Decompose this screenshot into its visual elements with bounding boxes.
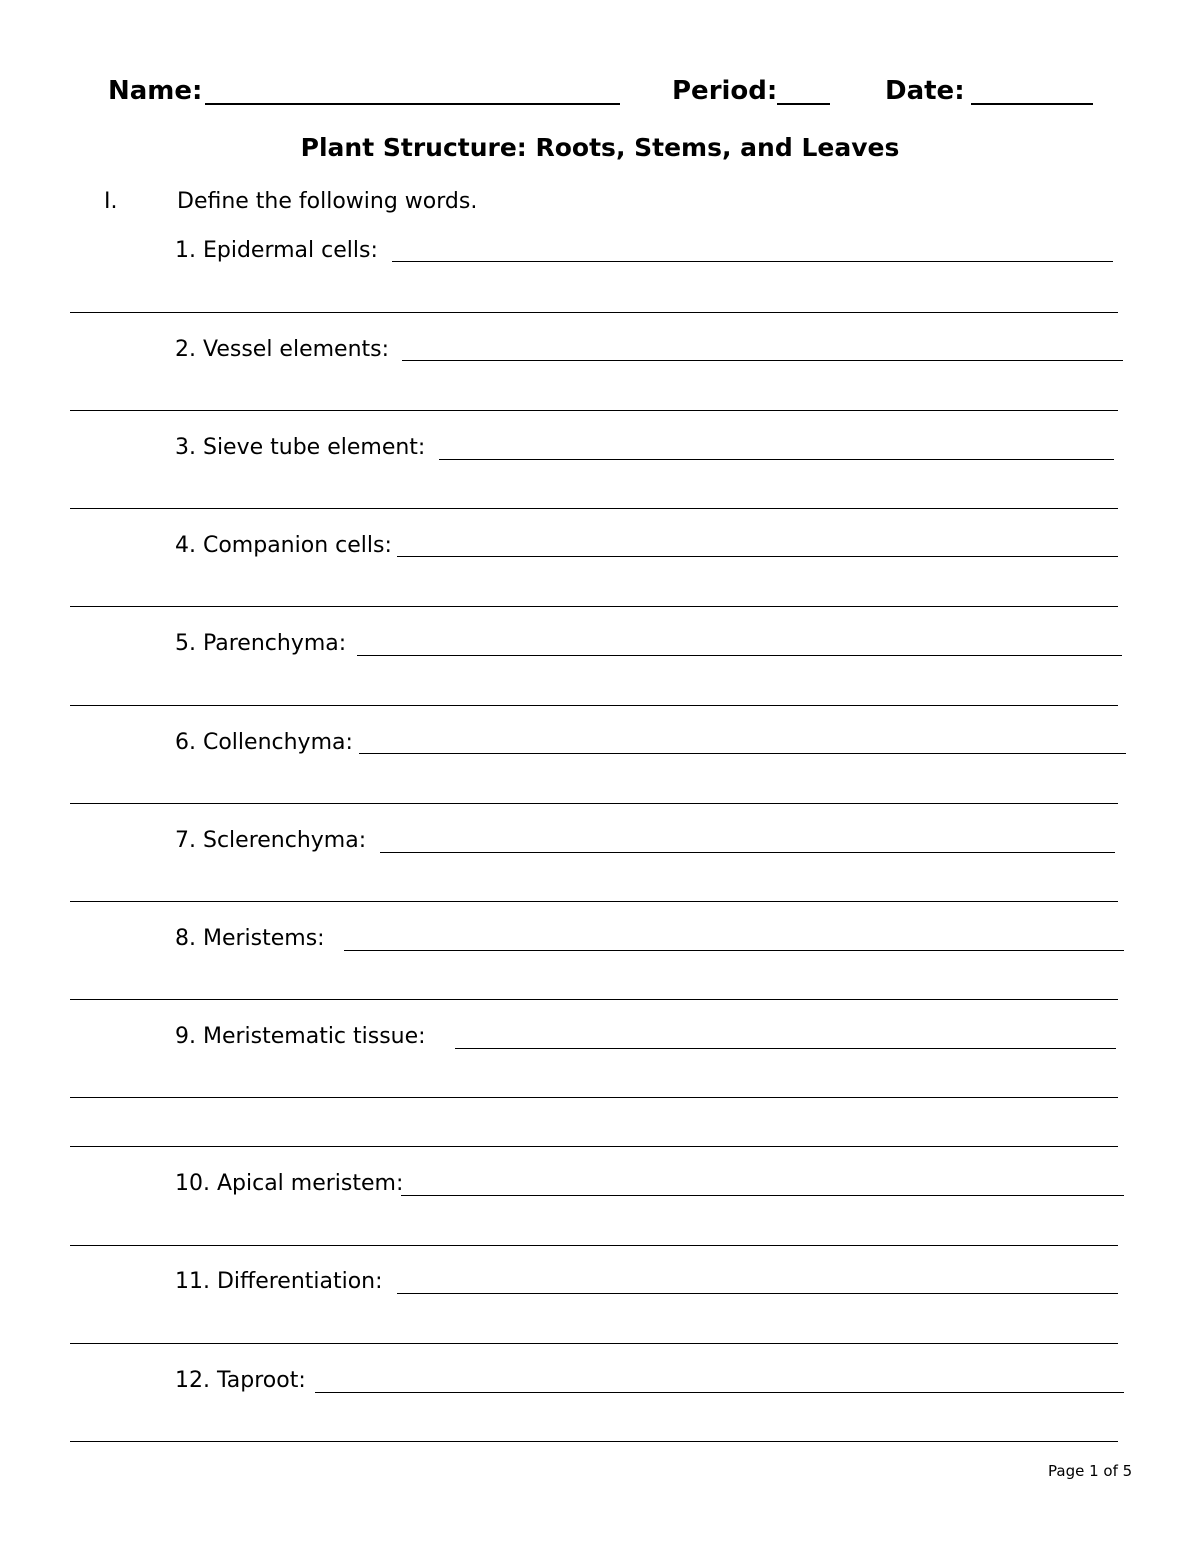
date-field[interactable]: [971, 103, 1093, 105]
answer-line-4[interactable]: [397, 556, 1118, 557]
answer-line-4b[interactable]: [70, 606, 1118, 607]
answer-line-5[interactable]: [357, 655, 1122, 656]
name-label: Name:: [108, 76, 203, 106]
term-label-11: 11. Differentiation:: [175, 1269, 383, 1294]
term-label-12: 12. Taproot:: [175, 1368, 306, 1393]
answer-line-2b[interactable]: [70, 410, 1118, 411]
answer-line-7b[interactable]: [70, 901, 1118, 902]
answer-line-12[interactable]: [315, 1392, 1124, 1393]
answer-line-8[interactable]: [344, 950, 1124, 951]
answer-line-10b[interactable]: [70, 1245, 1118, 1246]
term-label-6: 6. Collenchyma:: [175, 730, 353, 755]
answer-line-3b[interactable]: [70, 508, 1118, 509]
answer-line-8b[interactable]: [70, 999, 1118, 1000]
answer-line-2[interactable]: [402, 360, 1123, 361]
answer-line-5b[interactable]: [70, 705, 1118, 706]
section-numeral: I.: [104, 189, 118, 214]
page-number: Page 1 of 5: [1048, 1462, 1133, 1480]
period-field[interactable]: [777, 103, 830, 105]
term-label-1: 1. Epidermal cells:: [175, 238, 378, 263]
term-label-4: 4. Companion cells:: [175, 533, 392, 558]
page-title: Plant Structure: Roots, Stems, and Leaves: [300, 133, 900, 162]
term-label-7: 7. Sclerenchyma:: [175, 828, 367, 853]
term-label-3: 3. Sieve tube element:: [175, 435, 426, 460]
name-field[interactable]: [205, 103, 620, 105]
answer-line-7[interactable]: [380, 852, 1115, 853]
term-label-8: 8. Meristems:: [175, 926, 325, 951]
answer-line-6b[interactable]: [70, 803, 1118, 804]
term-label-9: 9. Meristematic tissue:: [175, 1024, 426, 1049]
period-label: Period:: [672, 76, 778, 106]
answer-line-3[interactable]: [439, 459, 1114, 460]
answer-line-9[interactable]: [455, 1048, 1116, 1049]
term-label-10: 10. Apical meristem:: [175, 1171, 404, 1196]
answer-line-1b[interactable]: [70, 312, 1118, 313]
answer-line-9c[interactable]: [70, 1146, 1118, 1147]
date-label: Date:: [885, 76, 965, 106]
answer-line-10[interactable]: [401, 1195, 1124, 1196]
answer-line-12b[interactable]: [70, 1441, 1118, 1442]
answer-line-11[interactable]: [397, 1293, 1118, 1294]
term-label-2: 2. Vessel elements:: [175, 337, 390, 362]
section-instruction: Define the following words.: [177, 189, 478, 214]
answer-line-11b[interactable]: [70, 1343, 1118, 1344]
answer-line-9b[interactable]: [70, 1097, 1118, 1098]
answer-line-1[interactable]: [392, 261, 1113, 262]
answer-line-6[interactable]: [359, 753, 1126, 754]
term-label-5: 5. Parenchyma:: [175, 631, 347, 656]
